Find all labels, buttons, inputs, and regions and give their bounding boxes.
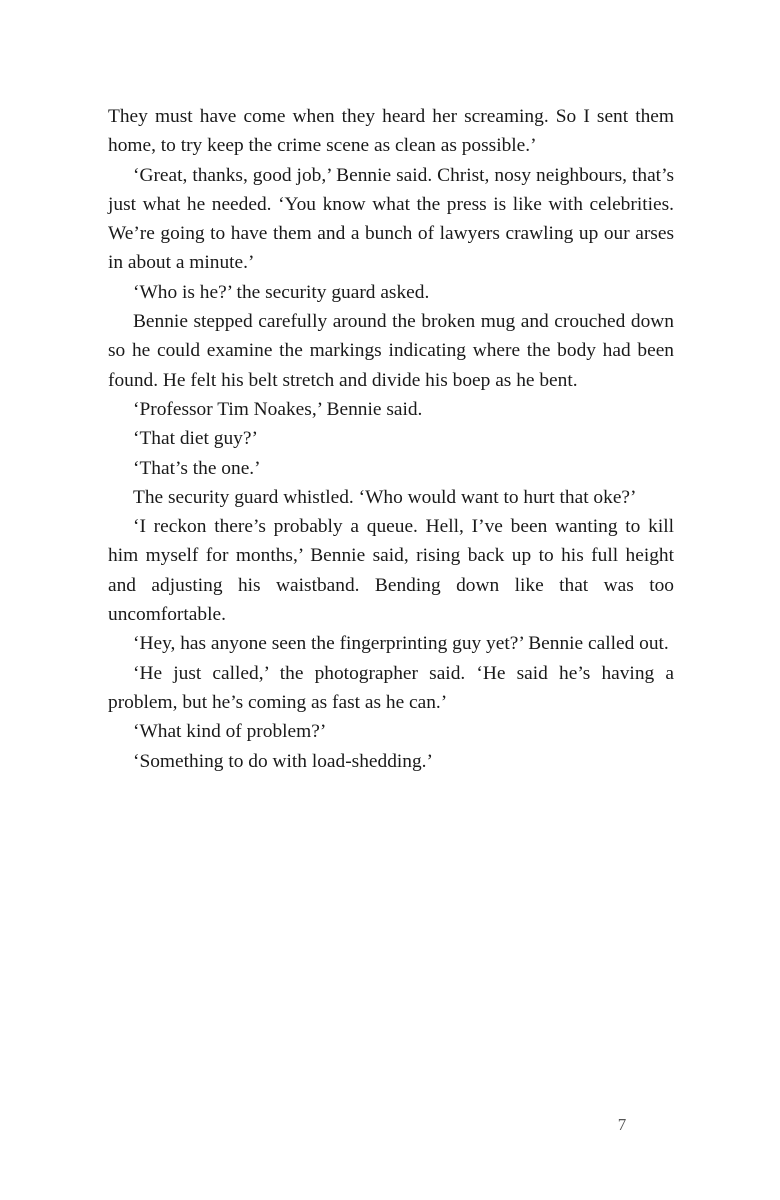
paragraph: ‘That’s the one.’ bbox=[133, 457, 261, 479]
body-text bbox=[108, 102, 674, 776]
page-number: 7 bbox=[617, 1115, 627, 1134]
paragraph: ‘Professor Tim Noakes,’ Bennie said. bbox=[133, 398, 423, 420]
paragraph: ‘Something to do with load-shedding.’ bbox=[133, 750, 433, 772]
paragraph: ‘Great, thanks, good job,’ Bennie said. Christ, nosy neighbours, that’s just what he needed. ‘You know what the press is like with celebrities. We’re going to have them and a bunch of lawyers crawling up our arses in about a minute.’ bbox=[108, 164, 674, 274]
paragraph: ‘That diet guy?’ bbox=[133, 428, 258, 450]
paragraph: ‘What kind of problem?’ bbox=[133, 721, 327, 743]
paragraph: The security guard whistled. ‘Who would want to hurt that oke?’ bbox=[133, 486, 637, 508]
paragraph: ‘I reckon there’s probably a queue. Hell, I’ve been wanting to kill him myself for months,’ Bennie said, rising back up to his full height and adjusting his waistband. Bending down like that was too uncomfortable. bbox=[108, 516, 674, 626]
paragraph: Bennie stepped carefully around the broken mug and crouched down so he could examine the markings indicating where the body had been found. He felt his belt stretch and divide his boep as he bent. bbox=[108, 311, 674, 391]
paragraph: ‘He just called,’ the photographer said. ‘He said he’s having a problem, but he’s coming as fast as he can.’ bbox=[108, 662, 674, 713]
paragraph: They must have come when they heard her screaming. So I sent them home, to try keep the crime scene as clean as possible.’ bbox=[108, 106, 674, 157]
paragraph: ‘Who is he?’ the security guard asked. bbox=[133, 281, 430, 303]
paragraph: ‘Hey, has anyone seen the fingerprinting guy yet?’ Bennie called out. bbox=[133, 633, 669, 655]
